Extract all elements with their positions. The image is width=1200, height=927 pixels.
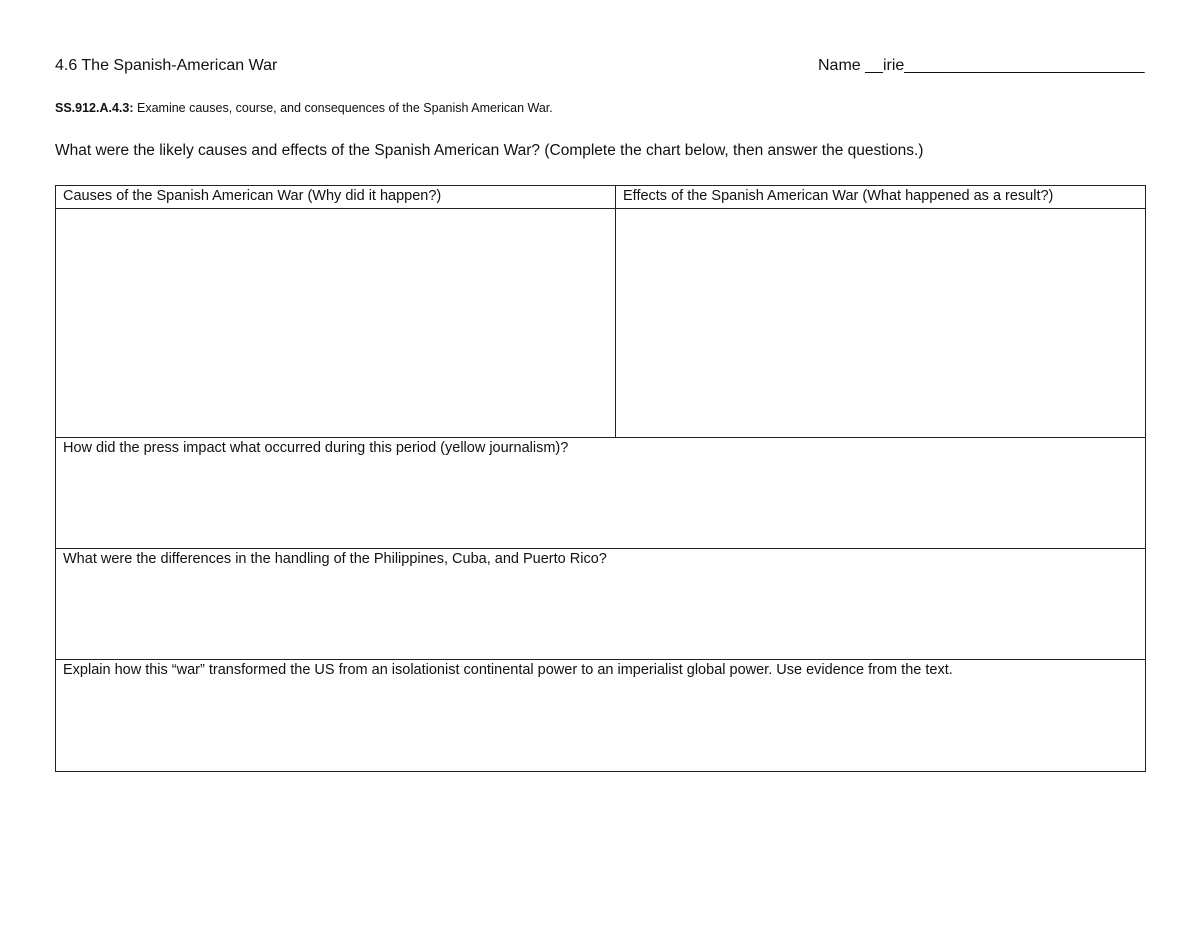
- standard: [55, 101, 553, 115]
- worksheet-title: 4.6 The Spanish-American War: [55, 57, 278, 74]
- question-yellow-journalism[interactable]: How did the press impact what occurred during this period (yellow journalism)?: [56, 438, 1146, 549]
- question-territories[interactable]: What were the differences in the handling of the Philippines, Cuba, and Puerto Rico?: [56, 549, 1146, 660]
- standard-text: Examine causes, course, and consequences of the Spanish American War.: [133, 101, 553, 115]
- standard-code: SS.912.A.4.3:: [55, 101, 134, 115]
- causes-answer-cell[interactable]: [56, 209, 616, 438]
- name-field[interactable]: [818, 57, 1145, 75]
- effects-answer-cell[interactable]: [616, 209, 1146, 438]
- effects-header: Effects of the Spanish American War (What happened as a result?): [616, 186, 1146, 209]
- worksheet-table: [55, 185, 1146, 772]
- causes-header: Causes of the Spanish American War (Why did it happen?): [56, 186, 616, 209]
- question-imperialism[interactable]: Explain how this “war” transformed the US from an isolationist continental power to an imperialist global power. Use evidence from the text.: [56, 660, 1146, 772]
- name-value[interactable]: __irie___________________________: [865, 57, 1145, 74]
- instructions: What were the likely causes and effects of the Spanish American War? (Complete the chart below, then answer the questions.): [55, 142, 924, 159]
- name-label: Name: [818, 57, 861, 74]
